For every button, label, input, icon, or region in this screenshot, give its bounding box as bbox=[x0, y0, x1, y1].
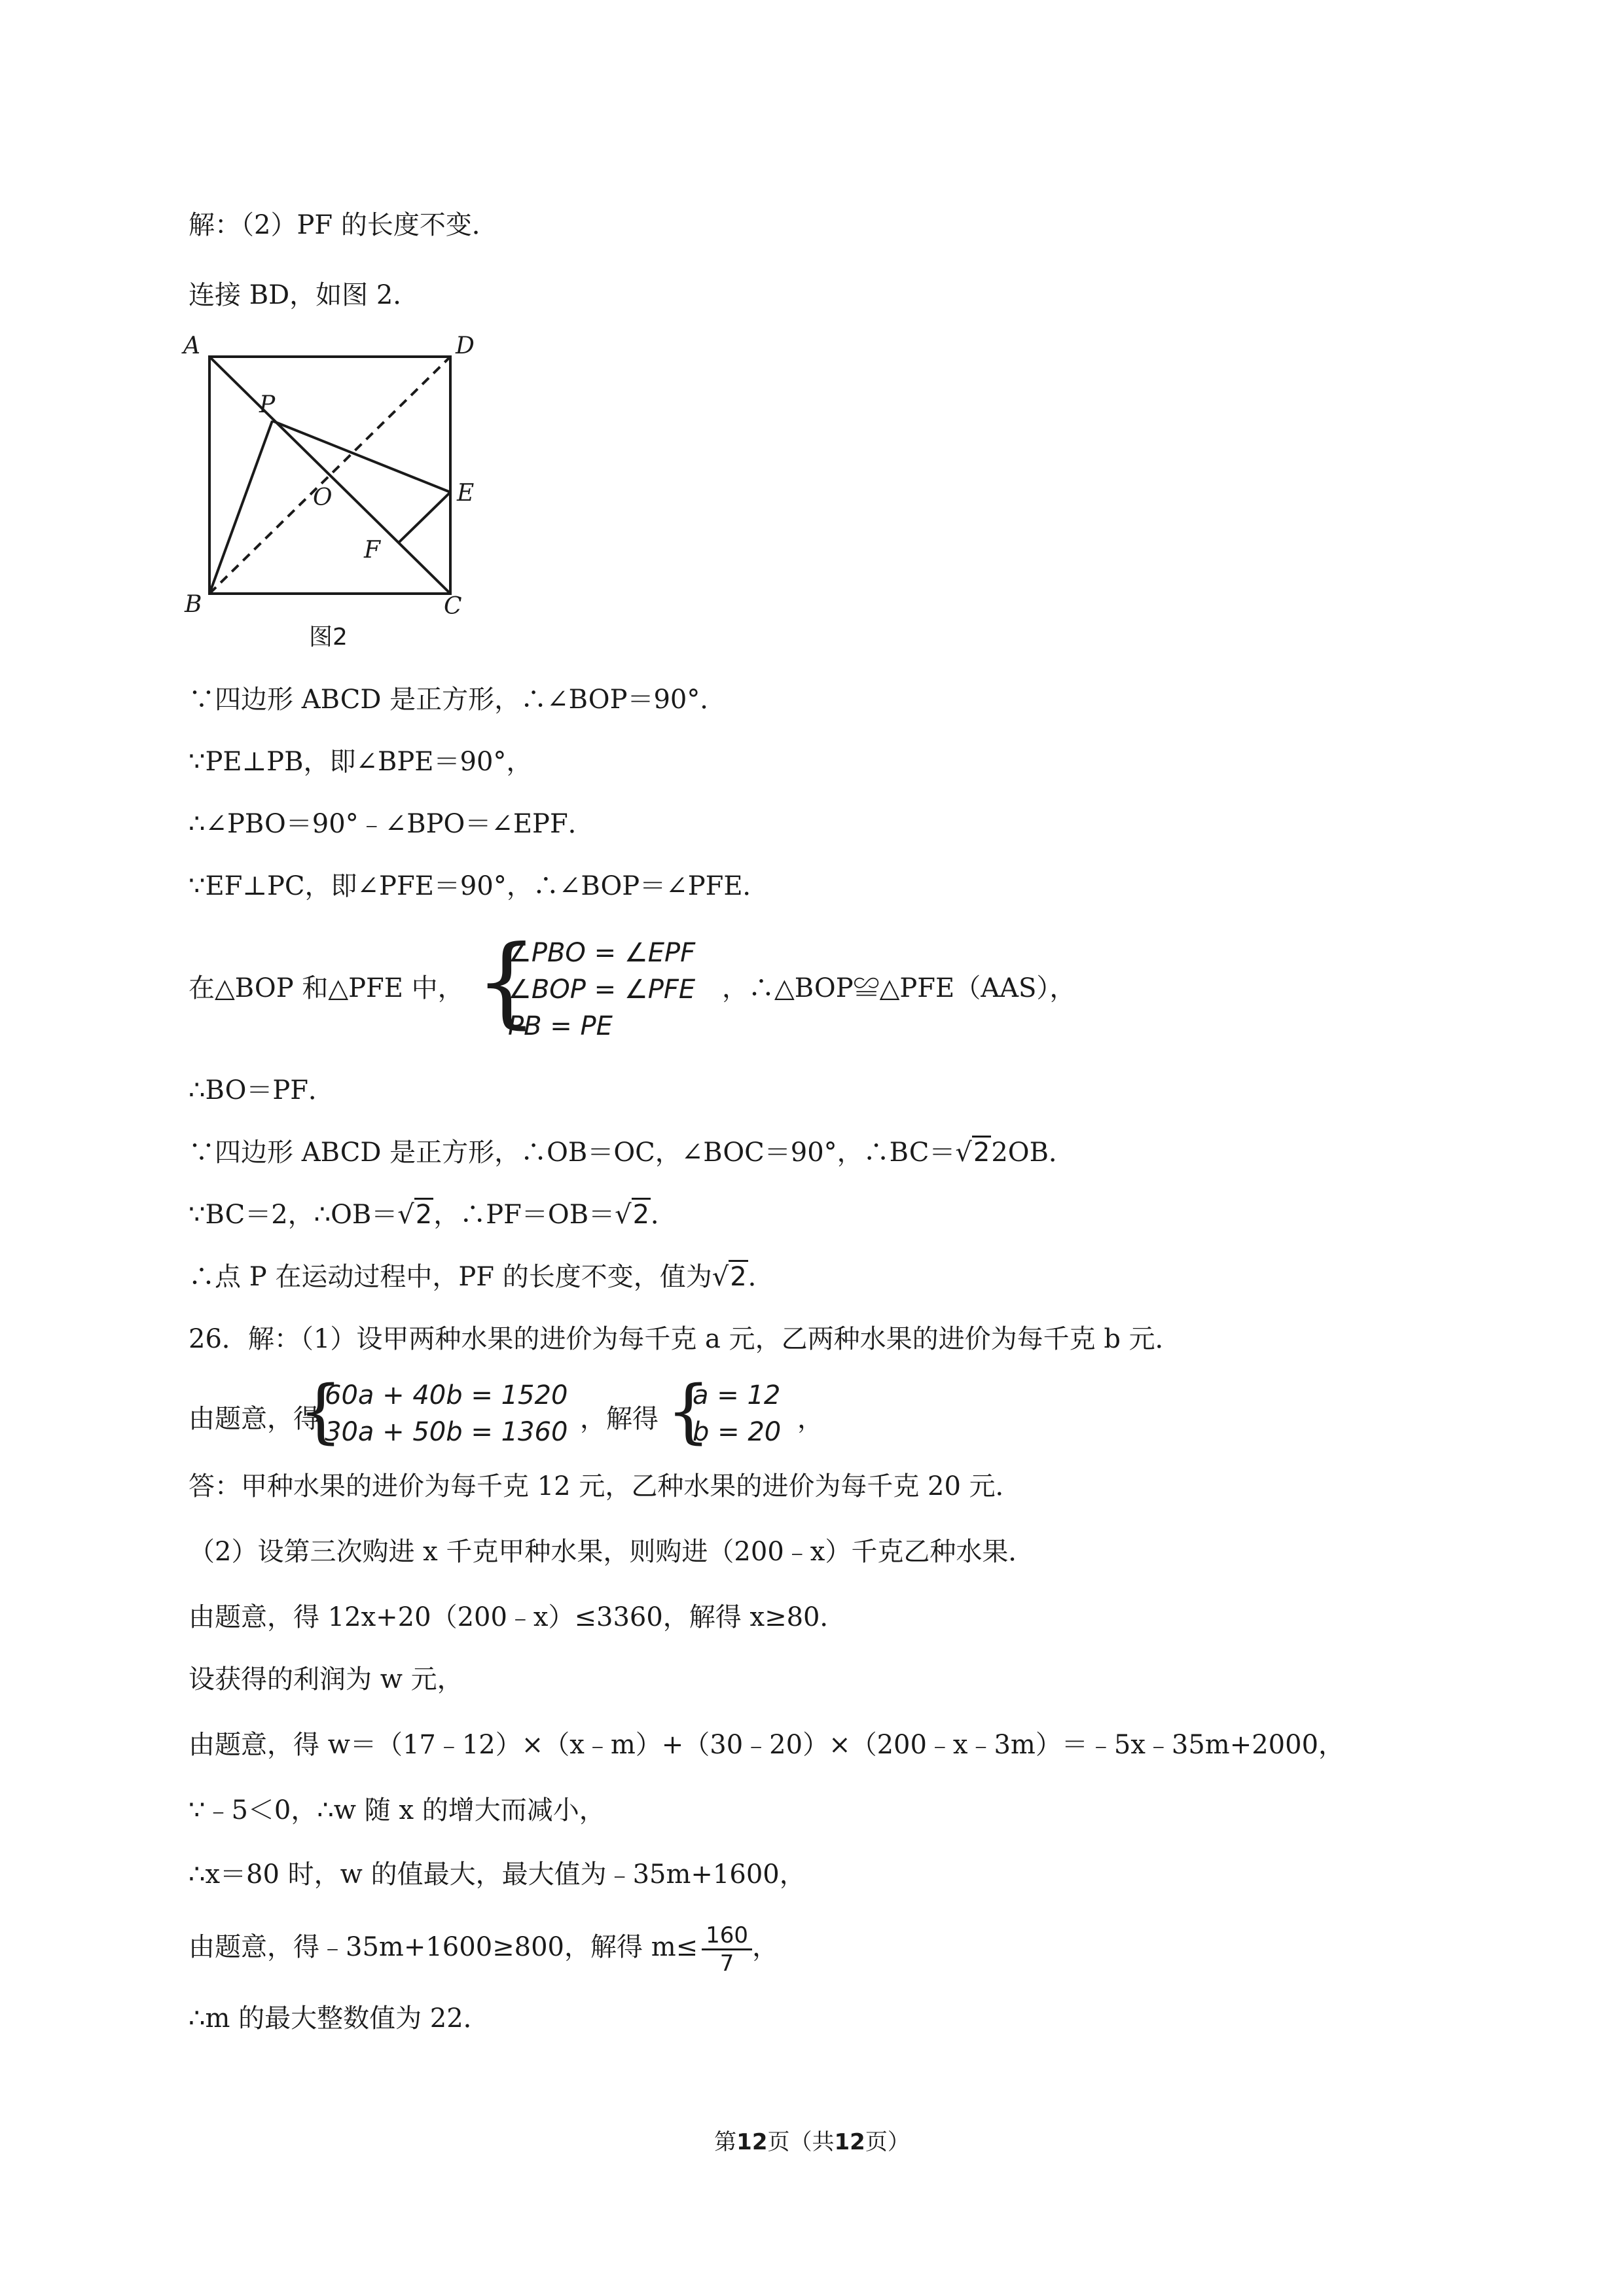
page-footer: 第12页（共12页） bbox=[714, 2129, 910, 2155]
line-13-pre: 由题意，得 bbox=[189, 1404, 319, 1434]
line-16: 由题意，得 12x+20（200﹣x）≤3360，解得 x≥80． bbox=[189, 1602, 846, 1632]
line-18: 由题意，得 w＝（17﹣12）×（x﹣m）+（30﹣20）×（200﹣x﹣3m）＝﹣5x﹣35m+2000， bbox=[189, 1730, 1345, 1760]
line-20: ∴x＝80 时，w 的值最大，最大值为﹣35m+1600， bbox=[189, 1859, 806, 1890]
line-19: ∵﹣5＜0，∴w 随 x 的增大而减小， bbox=[189, 1795, 605, 1825]
line-4: ∵PE⊥PB，即∠BPE＝90°， bbox=[189, 747, 533, 777]
line-7-post: ，∴△BOP≌△PFE（AAS）， bbox=[722, 973, 1076, 1003]
line-12: 26．解：（1）设甲两种水果的进价为每千克 a 元，乙两种水果的进价为每千克 b 元． bbox=[189, 1324, 1182, 1354]
line-6: ∵EF⊥PC，即∠PFE＝90°，∴∠BOP＝∠PFE． bbox=[189, 871, 769, 901]
line-3: ∵四边形 ABCD 是正方形，∴∠BOP＝90°． bbox=[189, 685, 727, 715]
fraction: $\frac{160}{7}$ bbox=[702, 1922, 752, 1977]
line-11: ∴点 P 在运动过程中，PF 的长度不变，值为√2． bbox=[189, 1260, 774, 1294]
line-14: 答：甲种水果的进价为每千克 12 元，乙种水果的进价为每千克 20 元． bbox=[189, 1471, 1022, 1501]
segment-pe bbox=[272, 421, 450, 492]
label-a: A bbox=[183, 332, 200, 359]
system-eq-2: ∠BOP = ∠PFE bbox=[508, 975, 696, 1005]
system-eq-6: a = 12 bbox=[693, 1380, 781, 1410]
line-5: ∴∠PBO＝90°﹣∠BPO＝∠EPF． bbox=[189, 809, 594, 839]
brace-1: { bbox=[475, 925, 538, 1039]
label-b: B bbox=[185, 591, 202, 618]
segment-bp bbox=[209, 421, 272, 594]
brace-3: { bbox=[666, 1371, 711, 1451]
line-17: 设获得的利润为 w 元， bbox=[189, 1664, 463, 1695]
figure-2 bbox=[177, 327, 491, 661]
system-eq-4: 60a + 40b = 1520 bbox=[325, 1380, 568, 1410]
sqrt-symbol: √2 bbox=[615, 1198, 651, 1230]
label-f: F bbox=[364, 537, 380, 564]
line-13-mid: ，解得 bbox=[580, 1404, 659, 1434]
label-c: C bbox=[444, 593, 462, 620]
sqrt-symbol: √2 bbox=[955, 1136, 991, 1168]
line-22: ∴m 的最大整数值为 22． bbox=[189, 2003, 490, 2034]
label-o: O bbox=[313, 484, 333, 511]
system-eq-5: 30a + 50b = 1360 bbox=[325, 1417, 568, 1447]
system-eq-3: PB = PE bbox=[508, 1011, 613, 1041]
segment-ef bbox=[398, 492, 450, 543]
line-1: 解：（2）PF 的长度不变． bbox=[189, 210, 498, 240]
line-15: （2）设第三次购进 x 千克甲种水果，则购进（200﹣x）千克乙种水果． bbox=[189, 1537, 1035, 1567]
line-8: ∴BO＝PF． bbox=[189, 1075, 335, 1105]
label-d: D bbox=[456, 332, 475, 359]
line-10: ∵BC＝2，∴OB＝√2，∴PF＝OB＝√2． bbox=[189, 1198, 677, 1232]
figure-caption: 图2 bbox=[309, 624, 348, 651]
label-e: E bbox=[457, 480, 475, 507]
line-13-post: ， bbox=[797, 1404, 823, 1434]
line-7-pre: 在△BOP 和△PFE 中， bbox=[189, 973, 464, 1003]
sqrt-symbol: √2 bbox=[397, 1198, 433, 1230]
system-eq-1: ∠PBO = ∠EPF bbox=[508, 938, 696, 968]
label-p: P bbox=[259, 391, 276, 418]
line-9: ∵四边形 ABCD 是正方形，∴OB＝OC，∠BOC＝90°，∴BC＝√22OB． bbox=[189, 1136, 1075, 1170]
sqrt-symbol: √2 bbox=[712, 1260, 748, 1292]
brace-2: { bbox=[298, 1371, 343, 1451]
line-2: 连接 BD，如图 2． bbox=[189, 280, 420, 310]
system-eq-7: b = 20 bbox=[693, 1417, 782, 1447]
line-21: 由题意，得﹣35m+1600≥800，解得 m≤ $\frac{160}{7}$ ， bbox=[189, 1922, 779, 1977]
